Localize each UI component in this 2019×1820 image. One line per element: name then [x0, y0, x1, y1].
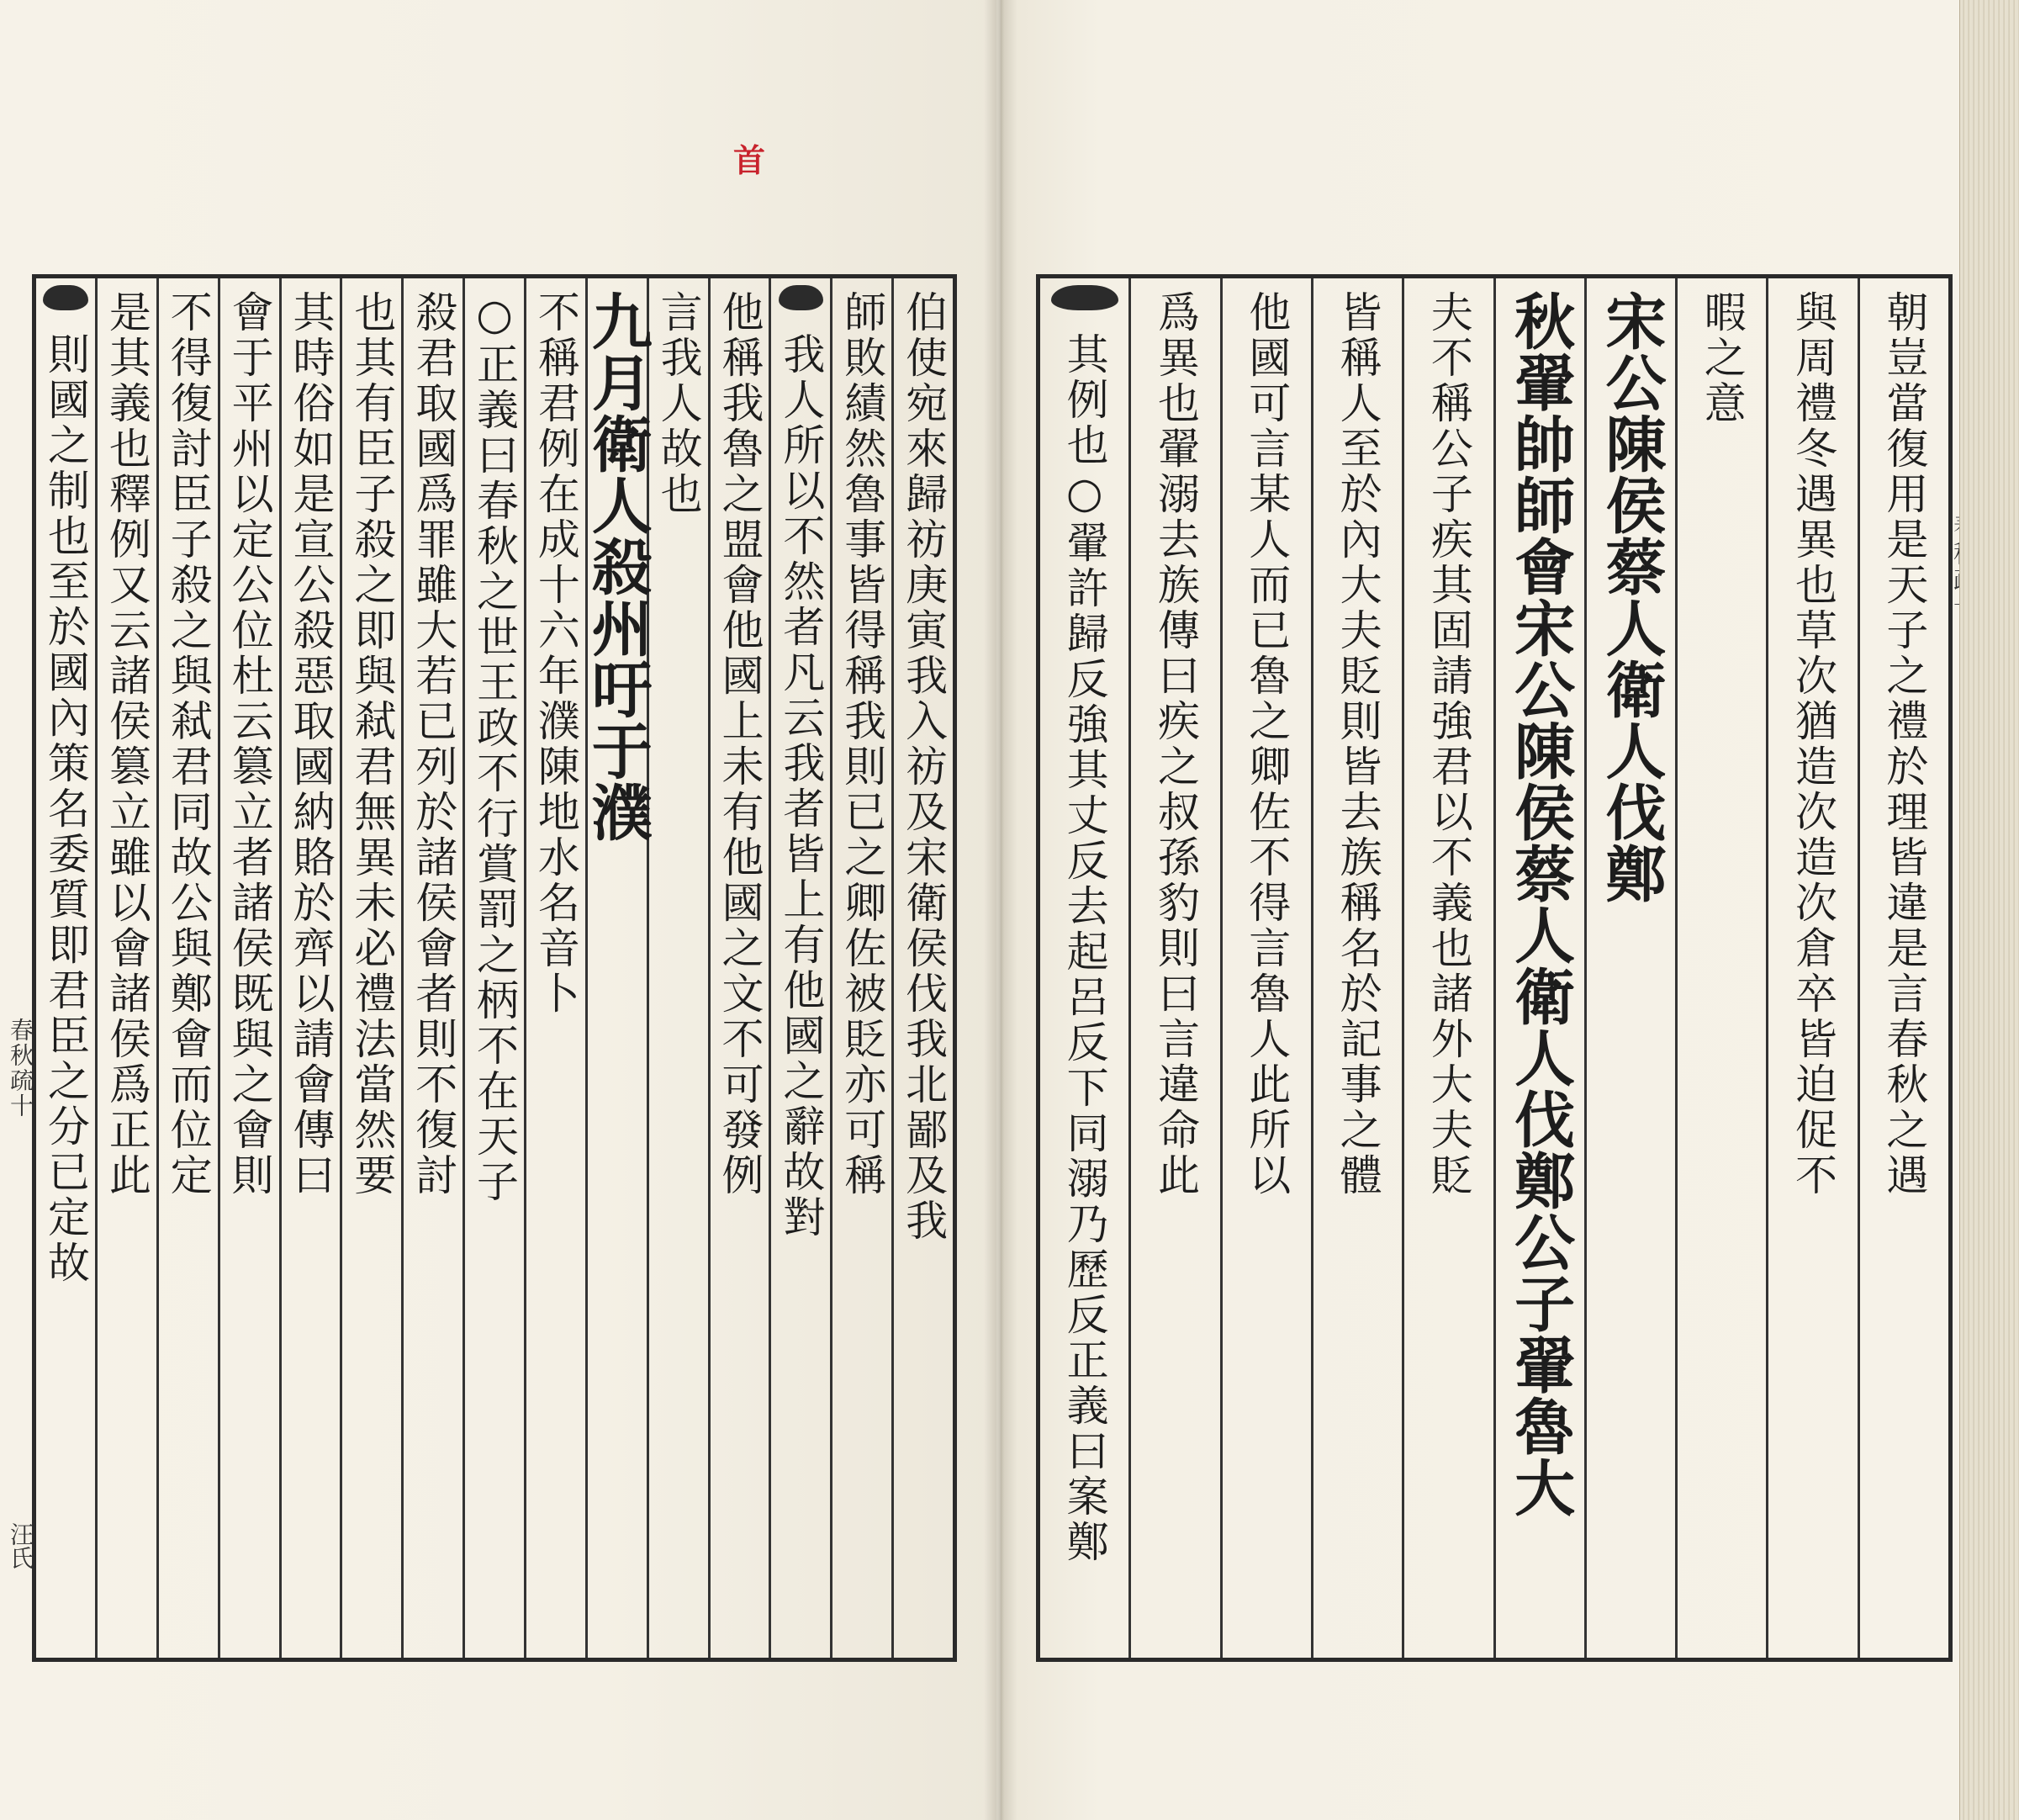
column-text: 也其有臣子殺之即與弒君無異未必禮法當然要	[347, 290, 397, 1198]
text-column	[1220, 278, 1311, 1658]
text-column	[95, 278, 156, 1658]
text-column	[891, 278, 953, 1658]
column-text: 與周禮冬遇異也草次猶造次造次倉卒皆迫促不	[1789, 290, 1838, 1198]
column-text: 是其義也釋例又云諸侯篡立雖以會諸侯爲正此	[102, 290, 151, 1198]
right-columns	[1040, 278, 1948, 1658]
text-column	[218, 278, 279, 1658]
left-print-frame	[32, 274, 957, 1662]
page-edges	[1959, 0, 2019, 1820]
column-text: 言我人故也	[653, 290, 703, 517]
text-column	[1402, 278, 1493, 1658]
column-text: 朝豈當復用是天子之禮於理皆違是言春秋之遇	[1879, 290, 1929, 1198]
red-margin-mark: 首	[733, 141, 766, 179]
column-text: 會于平州以定公位杜云篡立者諸侯既與之會則	[225, 290, 274, 1198]
column-text: 九月衛人殺州吁于濮	[581, 290, 653, 843]
text-column	[647, 278, 708, 1658]
left-side-strip	[3, 278, 32, 1657]
column-text: 則國之制也至於國內策名委質即君臣之分已定故	[41, 332, 91, 1286]
text-column	[36, 278, 95, 1658]
column-text: 其時俗如是宣公殺惡取國納賂於齊以請會傳曰	[286, 290, 336, 1198]
text-column	[1311, 278, 1402, 1658]
main-text-column	[1584, 278, 1675, 1658]
text-column	[769, 278, 830, 1658]
left-side-bottom-label: 汪氏	[7, 1522, 34, 1569]
book-gutter	[984, 0, 1017, 1820]
column-text: 他稱我魯之盟會他國上未有他國之文不可發例	[715, 290, 764, 1198]
text-column	[462, 278, 524, 1658]
column-text: 不稱君例在成十六年濮陳地水名音卜	[531, 290, 580, 1017]
text-column	[1858, 278, 1948, 1658]
column-text: 不得復討臣子殺之與弒君同故公與鄭會而位定	[163, 290, 213, 1198]
left-side-label: 春秋疏十	[7, 1018, 34, 1119]
column-text: 宋公陳侯蔡人衛人伐鄭	[1595, 290, 1668, 904]
text-column	[830, 278, 891, 1658]
column-text: 夫不稱公子疾其固請強君以不義也諸外大夫貶	[1424, 290, 1473, 1198]
column-text: 暇之意	[1697, 290, 1747, 426]
column-text: 師敗績然魯事皆得稱我則已之卿佐被貶亦可稱	[838, 290, 887, 1198]
text-column	[1675, 278, 1766, 1658]
column-text: 他國可言某人而已魯之卿佐不得言魯人此所以	[1242, 290, 1292, 1198]
main-text-column	[581, 278, 653, 1658]
column-text: 伯使宛來歸祊庚寅我入祊及宋衛侯伐我北鄙及我	[899, 290, 949, 1244]
text-column	[708, 278, 769, 1658]
text-column	[340, 278, 401, 1658]
right-print-frame	[1036, 274, 1953, 1662]
text-column	[524, 278, 585, 1658]
column-text: ○正義曰春秋之世王政不行賞罰之柄不在天子	[470, 290, 520, 1205]
text-column	[1766, 278, 1857, 1658]
column-text: 秋翬帥師會宋公陳侯蔡人衛人伐鄭公子翬魯大	[1504, 290, 1577, 1518]
text-column	[279, 278, 341, 1658]
text-column	[401, 278, 462, 1658]
column-text: 皆稱人至於內大夫貶則皆去族稱名於記事之體	[1333, 290, 1382, 1198]
column-text: 爲異也翬溺去族傳曰疾之叔孫豹則曰言違命此	[1150, 290, 1200, 1198]
main-text-column	[1493, 278, 1584, 1658]
left-columns	[36, 278, 953, 1658]
text-column	[1040, 278, 1128, 1658]
left-page	[0, 0, 996, 1820]
text-column	[1128, 278, 1219, 1658]
column-text: 其例也○翬許歸反強其丈反去起呂反下同溺乃歷反正義曰案鄭	[1060, 332, 1109, 1565]
column-text: 我人所以不然者凡云我者皆上有他國之辭故對	[776, 332, 826, 1241]
text-column	[156, 278, 218, 1658]
column-text: 殺君取國爲罪雖大若已列於諸侯會者則不復討	[409, 290, 458, 1198]
